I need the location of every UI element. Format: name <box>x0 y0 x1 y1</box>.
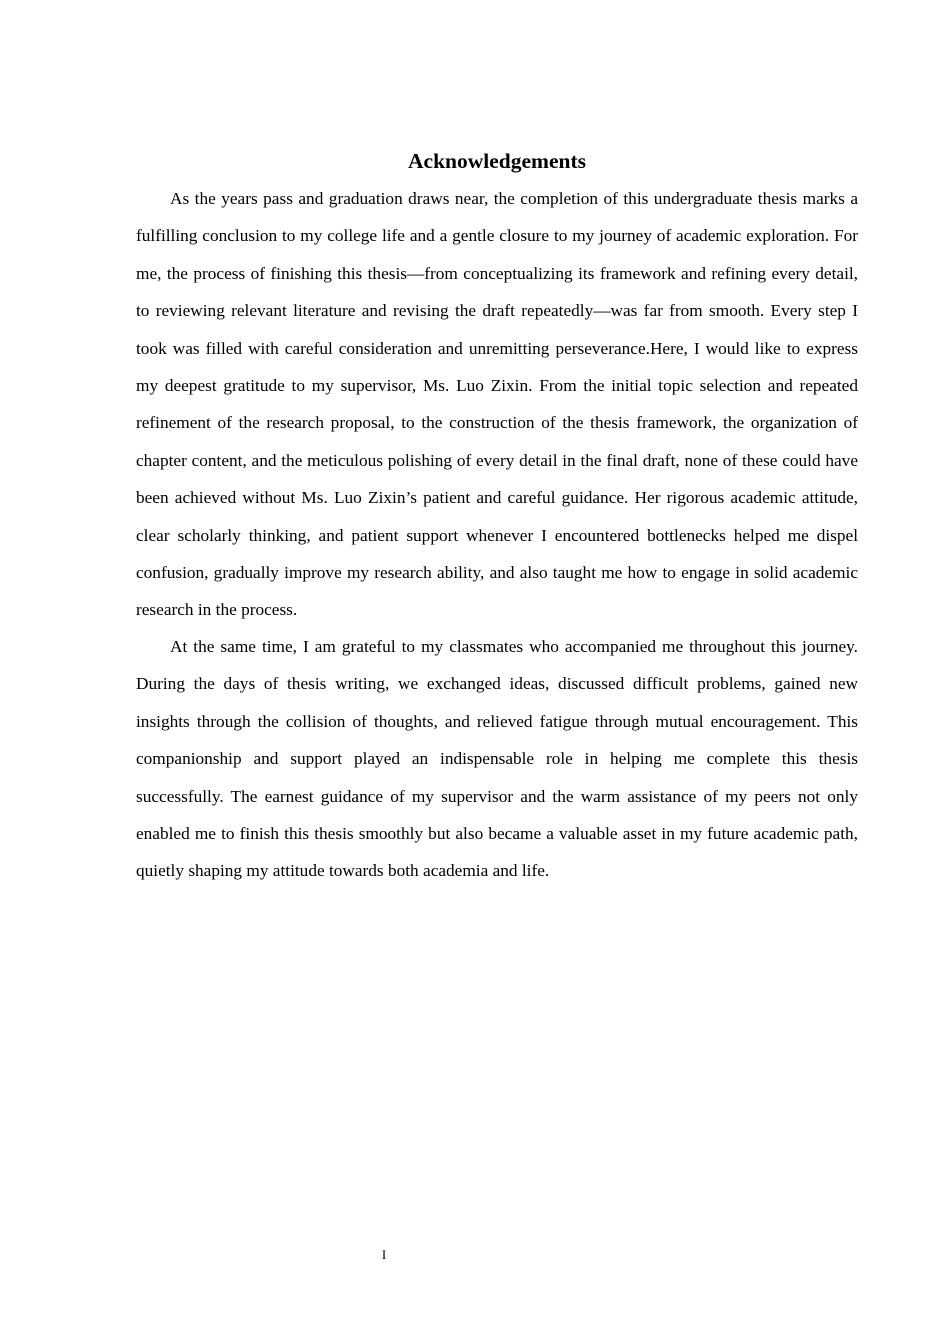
body-text <box>136 180 858 890</box>
paragraph-classmates: At the same time, I am grateful to my classmates who accompanied me throughout this journey. During the days of thesis writing, we exchanged ideas, discussed difficult problems, gained new insights through the collision of thoughts, and relieved fatigue through mutual encouragement. This companionship and support played an indispensable role in helping me complete this thesis successfully. The earnest guidance of my supervisor and the warm assistance of my peers not only enabled me to finish this thesis smoothly but also became a valuable asset in my future academic path, quietly shaping my attitude towards both academia and life. <box>136 636 858 881</box>
paragraph-supervisor: As the years pass and graduation draws near, the completion of this undergraduate thesis marks a fulfilling conclusion to my college life and a gentle closure to my journey of academic exploration. For me, the process of finishing this thesis—from conceptualizing its framework and refining every detail, to reviewing relevant literature and revising the draft repeatedly—was far from smooth. Every step I took was filled with careful consideration and unremitting perseverance.Here, I would like to express my deepest gratitude to my supervisor, Ms. Luo Zixin. From the initial topic selection and repeated refinement of the research proposal, to the construction of the thesis framework, the organization of chapter content, and the meticulous polishing of every detail in the final draft, none of these could have been achieved without Ms. Luo Zixin’s patient and careful guidance. Her rigorous academic attitude, clear scholarly thinking, and patient support whenever I encountered bottlenecks helped me dispel confusion, gradually improve my research ability, and also taught me how to engage in solid academic research in the process. <box>136 189 858 620</box>
page-number: I <box>381 1247 387 1262</box>
page-title: Acknowledgements <box>408 149 586 173</box>
